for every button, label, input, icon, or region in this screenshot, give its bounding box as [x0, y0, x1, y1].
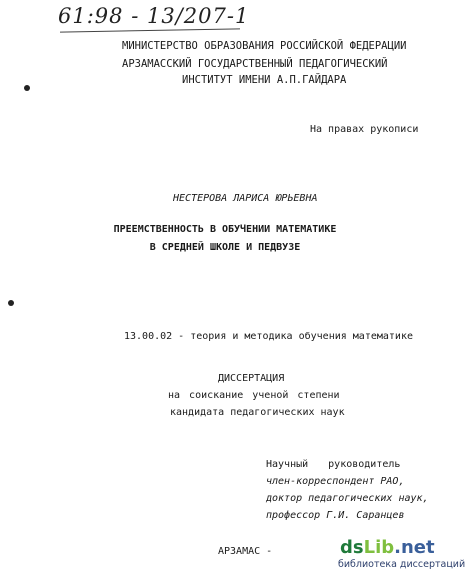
- handwritten-catalog-number: 61:98 - 13/207-1: [58, 4, 250, 28]
- city-line: АРЗАМАС -: [218, 546, 273, 557]
- logo-ds: ds: [340, 537, 364, 558]
- degree-line-2: кандидата педагогических наук: [170, 407, 345, 418]
- author-name: НЕСТЕРОВА ЛАРИСА ЮРЬЕВНА: [173, 193, 318, 204]
- handwritten-underline: [60, 28, 240, 32]
- punch-dot-middle: [8, 300, 14, 306]
- title-line-1: ПРЕЕМСТВЕННОСТЬ В ОБУЧЕНИИ МАТЕМАТИКЕ: [113, 224, 337, 235]
- university-line: АРЗАМАССКИЙ ГОСУДАРСТВЕННЫЙ ПЕДАГОГИЧЕСКИЙ: [122, 58, 388, 70]
- ministry-line: МИНИСТЕРСТВО ОБРАЗОВАНИЯ РОССИЙСКОЙ ФЕДЕРАЦИИ: [122, 40, 407, 52]
- dslib-logo: [340, 537, 435, 558]
- specialty-line: 13.00.02 - теория и методика обучения математике: [124, 331, 413, 342]
- watermark-tagline: библиотека диссертаций: [338, 559, 465, 570]
- institute-line: ИНСТИТУТ ИМЕНИ А.П.ГАЙДАРА: [182, 74, 347, 86]
- logo-lib: Lib: [363, 537, 395, 558]
- rights-note: На правах рукописи: [310, 124, 419, 135]
- logo-net: .net: [394, 537, 435, 558]
- dslib-watermark[interactable]: [338, 537, 465, 573]
- punch-dot-top: [24, 85, 30, 91]
- degree-line-1: на соискание ученой степени: [168, 390, 340, 401]
- title-line-2: В СРЕДНЕЙ ШКОЛЕ И ПЕДВУЗЕ: [149, 242, 301, 253]
- supervisor-line-4: профессор Г.И. Саранцев: [266, 510, 405, 521]
- supervisor-line-1: Научный руководитель: [266, 459, 401, 470]
- supervisor-line-2: член-корреспондент РАО,: [266, 476, 405, 487]
- dissertation-label: ДИССЕРТАЦИЯ: [218, 373, 285, 384]
- supervisor-line-3: доктор педагогических наук,: [266, 493, 429, 504]
